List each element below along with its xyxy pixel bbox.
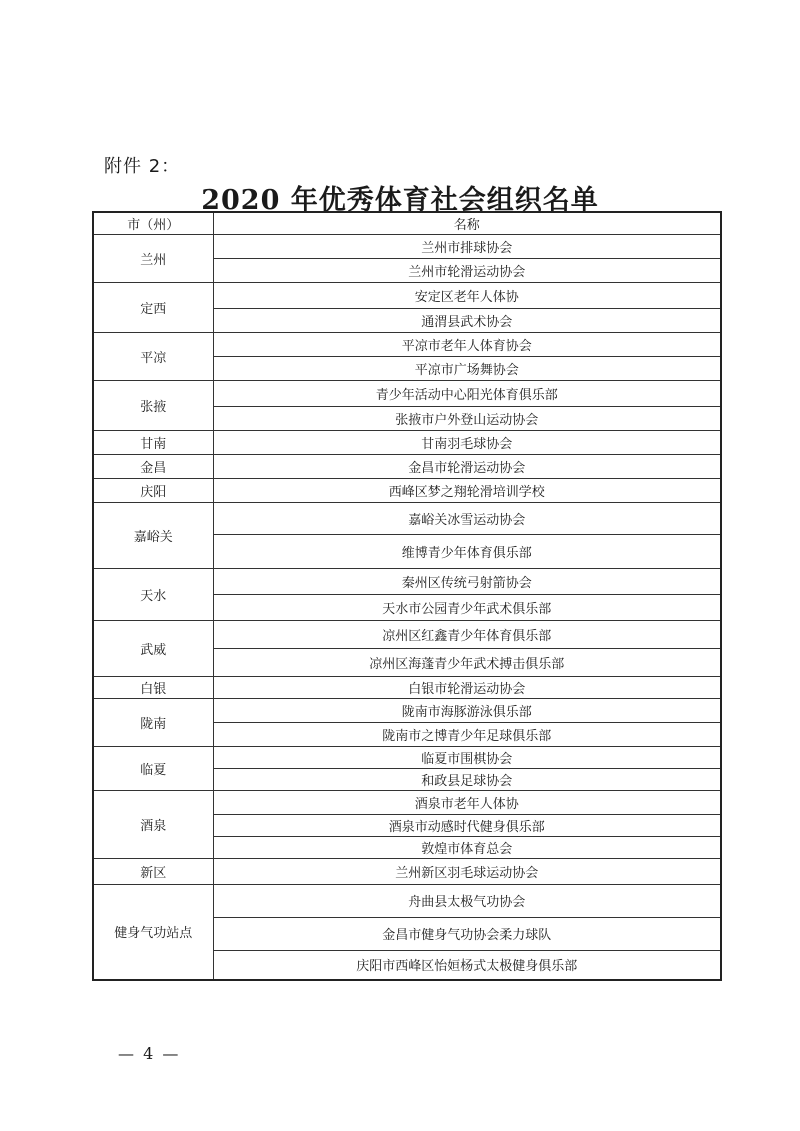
table-row [93,676,721,698]
table-row [93,380,721,406]
city-cell: 甘南 [93,430,213,454]
organization-cell: 凉州区红鑫青少年体育俱乐部 [213,620,721,648]
page-title: 2020 年优秀体育社会组织名单 [201,185,599,216]
organization-cell: 张掖市户外登山运动协会 [213,406,721,430]
header-city: 市（州） [93,212,213,234]
organization-cell: 陇南市之博青少年足球俱乐部 [213,722,721,746]
organization-cell: 金昌市轮滑运动协会 [213,454,721,478]
city-cell: 陇南 [93,698,213,746]
table-row [93,332,721,356]
organization-cell: 安定区老年人体协 [213,282,721,308]
organization-cell: 甘南羽毛球协会 [213,430,721,454]
page-number: — 4 — [118,1044,181,1063]
organization-cell: 兰州新区羽毛球运动协会 [213,858,721,884]
table-row [93,884,721,917]
table-row [93,858,721,884]
city-cell: 金昌 [93,454,213,478]
organization-cell: 凉州区海蓬青少年武术搏击俱乐部 [213,648,721,676]
city-cell: 酒泉 [93,790,213,858]
city-cell: 白银 [93,676,213,698]
table-row [93,478,721,502]
city-cell: 张掖 [93,380,213,430]
organization-cell: 酒泉市动感时代健身俱乐部 [213,814,721,836]
organization-cell: 天水市公园青少年武术俱乐部 [213,594,721,620]
organization-table [92,211,722,981]
organization-cell: 庆阳市西峰区怡姮杨式太极健身俱乐部 [213,950,721,980]
organization-cell: 维博青少年体育俱乐部 [213,534,721,568]
table-row [93,502,721,534]
organization-cell: 平凉市老年人体育协会 [213,332,721,356]
organization-cell: 秦州区传统弓射箭协会 [213,568,721,594]
table-row [93,746,721,768]
city-cell: 新区 [93,858,213,884]
attachment-label: 附件 2： [104,156,181,177]
table-row [93,430,721,454]
organization-cell: 和政县足球协会 [213,768,721,790]
city-cell: 武威 [93,620,213,676]
header-name: 名称 [213,212,721,234]
organization-cell: 青少年活动中心阳光体育俱乐部 [213,380,721,406]
table-row [93,568,721,594]
organization-cell: 平凉市广场舞协会 [213,356,721,380]
city-cell: 庆阳 [93,478,213,502]
organization-cell: 酒泉市老年人体协 [213,790,721,814]
organization-cell: 临夏市围棋协会 [213,746,721,768]
city-cell: 天水 [93,568,213,620]
table-row [93,790,721,814]
organization-cell: 兰州市轮滑运动协会 [213,258,721,282]
city-cell: 嘉峪关 [93,502,213,568]
city-cell: 健身气功站点 [93,884,213,980]
table-row [93,698,721,722]
city-cell: 兰州 [93,234,213,282]
organization-cell: 舟曲县太极气功协会 [213,884,721,917]
organization-cell: 金昌市健身气功协会柔力球队 [213,917,721,950]
organization-cell: 敦煌市体育总会 [213,836,721,858]
city-cell: 临夏 [93,746,213,790]
table-row [93,620,721,648]
organization-cell: 白银市轮滑运动协会 [213,676,721,698]
organization-cell: 西峰区梦之翔轮滑培训学校 [213,478,721,502]
city-cell: 定西 [93,282,213,332]
organization-cell: 通渭县武术协会 [213,308,721,332]
organization-cell: 兰州市排球协会 [213,234,721,258]
table-row [93,234,721,258]
city-cell: 平凉 [93,332,213,380]
table-row [93,454,721,478]
organization-cell: 陇南市海豚游泳俱乐部 [213,698,721,722]
table-row [93,282,721,308]
organization-cell: 嘉峪关冰雪运动协会 [213,502,721,534]
